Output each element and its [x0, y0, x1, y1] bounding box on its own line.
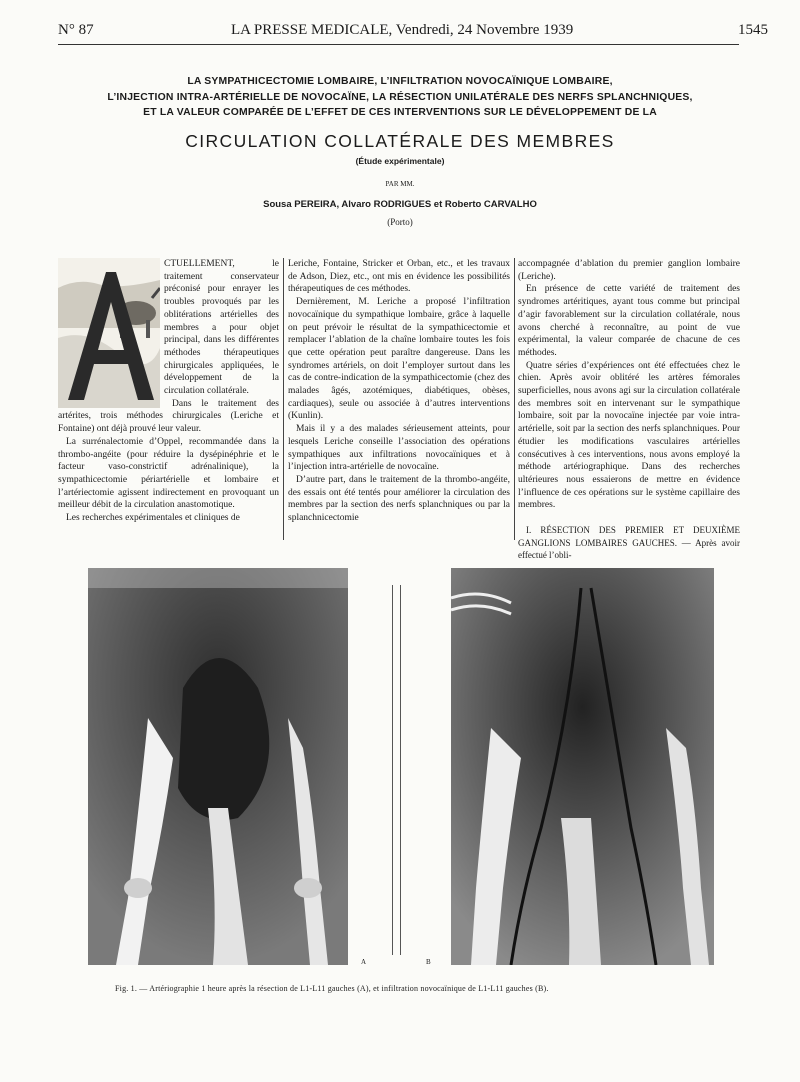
paragraph: Dans le traitement des artérites, trois méthodes chirurgicales (Leriche et Fontaine) ont déjà prouvé leur valeur. [58, 398, 279, 435]
journal-date: LA PRESSE MEDICALE, Vendredi, 24 Novembre 1939 [231, 22, 574, 38]
authors: Sousa PEREIRA, Alvaro RODRIGUES et Roberto CARVALHO [263, 199, 537, 210]
paragraph: La surrénalectomie d’Oppel, recommandée dans la thrombo-angéite (pour réduire la dysépinéphrie et le facteur vaso-constrictif adrénalinique), la sympathicectomie périartérielle et lombaire et l’artériectomie agissent indirectement en provoquant un meilleur débit de la circulation anastomotique. [58, 436, 279, 511]
paragraph: accompagnée d’ablation du premier ganglion lombaire (Leriche). [518, 259, 740, 282]
arteriography-image-b [451, 568, 714, 965]
issue-number: N° 87 [58, 22, 94, 38]
text-column-2 [288, 258, 510, 525]
byline-par: PAR MM. [385, 180, 415, 188]
figure-caption: Fig. 1. — Artériographie 1 heure après la résection de L1-L11 gauches (A), et infiltration novocaïnique de L1-L11 gauches (B). [115, 984, 549, 993]
kicker-line: ET LA VALEUR COMPARÉE DE L’EFFET DE CES INTERVENTIONS SUR LE DÉVELOPPEMENT DE LA [143, 107, 657, 118]
figure-label-a: A [361, 958, 367, 966]
paragraph: Leriche, Fontaine, Stricker et Orban, etc., et les travaux de Adson, Diez, etc., ont mis en évidence les possibilités thérapeutiques de ces méthodes. [288, 259, 510, 295]
drop-cap-illustration [58, 258, 160, 408]
drop-cap-a-icon [58, 258, 160, 408]
arteriography-image-a [88, 568, 348, 965]
paragraph: Les recherches expérimentales et cliniques de [66, 513, 240, 524]
running-header [58, 22, 768, 44]
text-column-3 [518, 258, 740, 562]
paragraph: Mais il y a des malades sérieusement atteints, pour lesquels Leriche conseille l’association des opérations sympathiques aux infiltrations novocaïniques et à l’injection intra-artérielle de novocaïne. [288, 424, 510, 473]
section-heading: I. RÉSECTION DES PREMIER ET DEUXIÈME GANGLIONS LOMBAIRES GAUCHES. — Après avoir effectué l’obli- [518, 525, 740, 561]
page-number: 1545 [738, 22, 768, 38]
paragraph: Dernièrement, M. Leriche a proposé l’infiltration novocaïnique du sympathique lombaire, grâce à laquelle on peut prévoir le résultat de la sympathicectomie et remplacer l’ablation de la chaîne lombaire toutes les fois que cette opération peut paraître dangereuse. Dans les syndromes artériels, on doit l’employer surtout dans les cas de contre-indication de la sympathicectomie (chez des malades âgés, azotémiques, diabétiques, obèses, cardiaques), seule ou associée à d’autres interventions (Kunlin). [288, 297, 510, 422]
kicker-line: LA SYMPATHICECTOMIE LOMBAIRE, L’INFILTRATION NOVOCAÏNIQUE LOMBAIRE, [187, 76, 613, 87]
figure-divider [392, 585, 393, 955]
article-kicker [90, 74, 710, 121]
article-title: CIRCULATION COLLATÉRALE DES MEMBRES [185, 131, 615, 151]
paragraph: CTUELLEMENT, le traitement conservateur préconisé pour enrayer les troubles provoqués par les oblitérations artérielles des membres a pour objet principal, dans les différentes méthodes thérapeutiques chirurgicales appliquées, le développement de la circulation collatérale. [164, 259, 279, 397]
kicker-line: L’INJECTION INTRA-ARTÉRIELLE DE NOVOCAÏNE, LA RÉSECTION UNILATÉRALE DES NERFS SPLANCHNIQUES, [107, 91, 693, 103]
figure-divider [400, 585, 401, 955]
paragraph: D’autre part, dans le traitement de la thrombo-angéite, des essais ont été tentés pour améliorer la circulation des membres par la section des nerfs splanchniques ou par la splanchnicectomie [288, 474, 510, 524]
article-subtitle: (Étude expérimentale) [355, 156, 445, 166]
column-divider [283, 258, 284, 540]
paragraph: Quatre séries d’expériences ont été effectuées chez le chien. Après avoir oblitéré les artères fémorales superficielles, nous avons agi sur la circulation collatérale des membres soit en intervenant sur le sympathique lombaire, soit par la novocaïne injectée par voie intra-artérielle, soit par la section des nerfs splanchniques. Pour étudier les modifications vasculaires artérielles consécutives à ces interventions, nous avons employé la méthode artériographique. Dans des recherches ultérieures nous essaierons de mettre en évidence l’influence de ces opérations sur le système capillaire des membres. [518, 360, 740, 511]
affiliation-city: (Porto) [387, 217, 413, 227]
header-rule [58, 44, 739, 45]
paragraph: En présence de cette variété de traitement des syndromes artéritiques, ayant tous comme but principal d’agir favorablement sur la circulation collatérale, nous avons cherché à reconnaître, au point de vue expérimental, la valeur comparée de chacune de ces méthodes. [518, 284, 740, 358]
column-divider [514, 258, 515, 540]
text-column-1 [58, 258, 279, 525]
figure-label-b: B [426, 958, 431, 966]
